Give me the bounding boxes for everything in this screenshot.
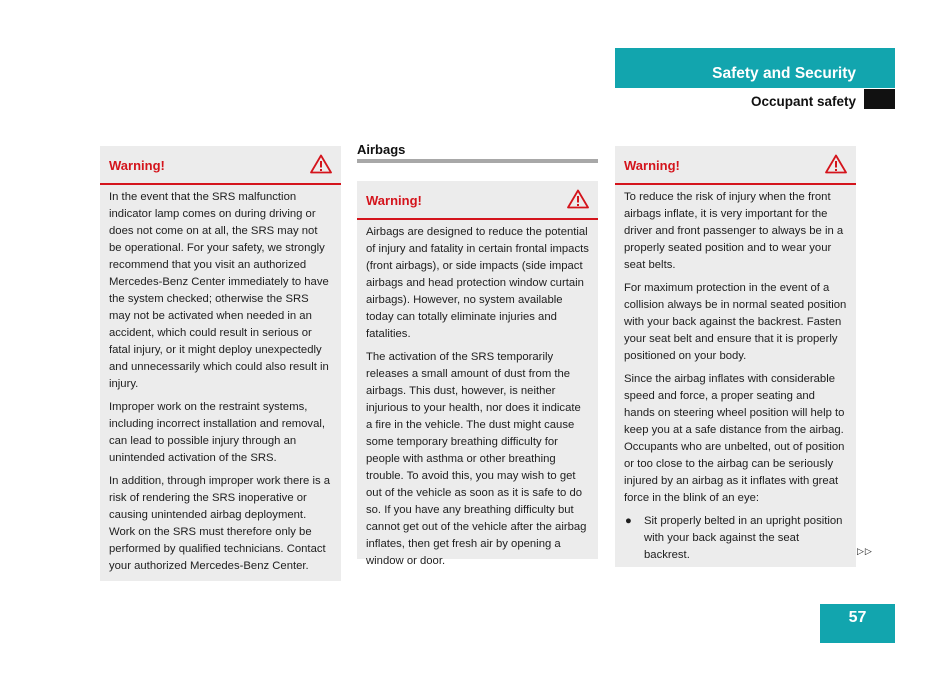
paragraph: To reduce the risk of injury when the front airbags inflate, it is very important for the driver and front passenger to always be in a properly seated position and to wear your seat belts. bbox=[624, 191, 844, 271]
warning-box-airbags bbox=[357, 181, 598, 567]
warning-header bbox=[100, 146, 341, 185]
heading-rule bbox=[357, 159, 598, 163]
warning-triangle-icon bbox=[567, 189, 589, 209]
paragraph: Improper work on the restraint systems, including incorrect installation and removal, can lead to possible injury through an unintended activation of the SRS. bbox=[109, 401, 326, 464]
warning-body bbox=[100, 185, 341, 575]
paragraph: Since the airbag inflates with considerable speed and force, a proper seating and hands on steering wheel position will help to keep you at a safe distance from the airbag. Occupants who are unbelted, out of position or too close to the airbag can be seriously injured by an airbag as it inflates with great force in the blink of an eye: bbox=[624, 373, 845, 504]
warning-triangle-icon bbox=[825, 154, 847, 174]
page-number: 57 bbox=[848, 609, 867, 626]
paragraph: For maximum protection in the event of a collision always be in normal seated position with your back against the backrest. Fasten your seat belt and ensure that it is properly positioned on your body. bbox=[624, 282, 847, 362]
warning-box-srs-malfunction bbox=[100, 146, 341, 581]
paragraph: Airbags are designed to reduce the potential of injury and fatality in certain frontal impacts (front airbags), or side impacts (side impact airbags and head protection window curtain airbags). However, no system available today can totally eliminate injuries and fatalities. bbox=[366, 226, 589, 340]
warning-title: Warning! bbox=[624, 158, 680, 173]
section-title: Safety and Security bbox=[712, 65, 856, 82]
warning-title: Warning! bbox=[366, 193, 422, 208]
section-title-band bbox=[615, 48, 895, 88]
bullet-icon: ● bbox=[625, 515, 632, 527]
paragraph: The activation of the SRS temporarily releases a small amount of dust from the airbags. This dust, however, is neither injurious to your health, nor does it indicate a fire in the vehicle. The dust might cause some temporary breathing difficulty for people with asthma or other breathing trouble. To avoid this, you may wish to get out of the vehicle as soon as it is safe to do so. If you have any breathing difficulty but cannot get out of the vehicle after the airbag inflates, then get fresh air by opening a window or door. bbox=[366, 351, 587, 567]
warning-box-seating-position bbox=[615, 146, 856, 567]
bullet-item bbox=[624, 513, 848, 564]
airbags-heading: Airbags bbox=[357, 142, 406, 157]
warning-header bbox=[615, 146, 856, 185]
page-number-box bbox=[820, 604, 895, 643]
warning-header bbox=[357, 181, 598, 220]
subsection-title: Occupant safety bbox=[750, 94, 856, 109]
bullet-text: Sit properly belted in an upright position with your back against the seat backrest. bbox=[644, 515, 843, 561]
warning-body bbox=[357, 220, 598, 570]
continued-arrows-icon: ▷▷ bbox=[857, 546, 873, 556]
paragraph: In addition, through improper work there is a risk of rendering the SRS inoperative or causing unintended airbag deployment. Work on the SRS must therefore only be performed by qualified technicians. Contact your authorized Mercedes-Benz Center. bbox=[109, 475, 331, 572]
warning-title: Warning! bbox=[109, 158, 165, 173]
paragraph: In the event that the SRS malfunction indicator lamp comes on during driving or does not come on at all, the SRS may not be operational. For your safety, we strongly recommend that you visit an authorized Mercedes-Benz Center immediately to have the system checked; otherwise the SRS may not be activated when needed in an accident, which could result in serious or fatal injury, or it might deploy unexpectedly and unnecessarily which could also result in injury. bbox=[109, 191, 329, 390]
warning-body bbox=[615, 185, 856, 564]
subsection-marker bbox=[864, 89, 895, 109]
warning-triangle-icon bbox=[310, 154, 332, 174]
